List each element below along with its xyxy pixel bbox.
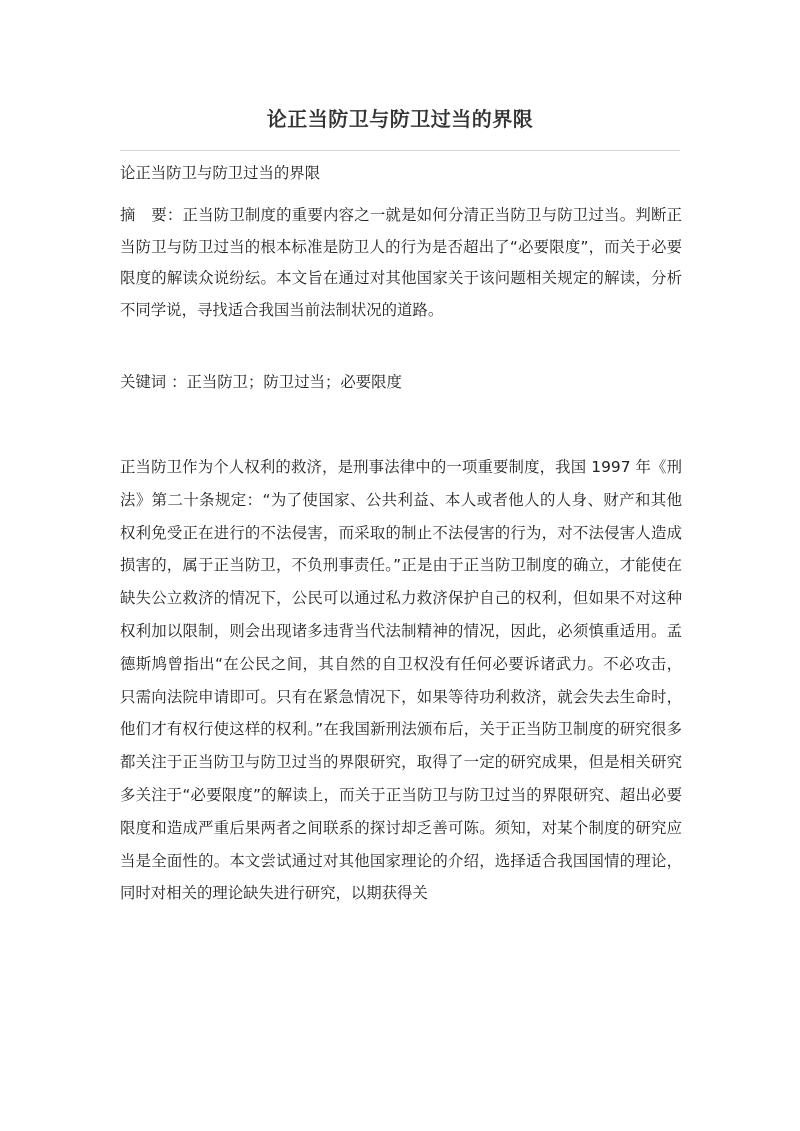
title-divider (120, 150, 680, 151)
abstract-paragraph: 摘 要：正当防卫制度的重要内容之一就是如何分清正当防卫与防卫过当。判断正当防卫与防卫过当的根本标准是防卫人的行为是否超出了“必要限度”，而关于必要限度的解读众说纷纭。本文旨在通过对其他国家关于该问题相关规定的解读，分析不同学说，寻找适合我国当前法制状况的道路。 (120, 206, 682, 319)
document-title: 论正当防卫与防卫过当的界限 (266, 107, 534, 131)
document-subtitle: 论正当防卫与防卫过当的界限 (120, 164, 321, 182)
keywords-line: 关键词 ：正当防卫；防卫过当；必要限度 (120, 373, 402, 391)
body-paragraph: 正当防卫作为个人权利的救济，是刑事法律中的一项重要制度，我国 1997 年《刑法》第二十条规定：“为了使国家、公共利益、本人或者他人的人身、财产和其他权利免受正在进行的不法侵害，而采取的制止不法侵害的行为，对不法侵害人造成损害的，属于正当防卫，不负刑事责任。”正是由于正当防卫制度的确立，才能使在缺失公立救济的情况下，公民可以通过私力救济保护自己的权利，但如果不对这种权利加以限制，则会出现诸多违背当代法制精神的情况，因此，必须慎重适用。孟德斯鸠曾指出“在公民之间，其自然的自卫权没有任何必要诉诸武力。不必攻击，只需向法院申请即可。只有在紧急情况下，如果等待功利救济，就会失去生命时，他们才有权行使这样的权利。”在我国新刑法颁布后，关于正当防卫制度的研究很多都关注于正当防卫与防卫过当的界限研究，取得了一定的研究成果，但是相关研究多关注于“必要限度”的解读上，而关于正当防卫与防卫过当的界限研究、超出必要限度和造成严重后果两者之间联系的探讨却乏善可陈。须知，对某个制度的研究应当是全面性的。本文尝试通过对其他国家理论的介绍，选择适合我国国情的理论，同时对相关的理论缺失进行研究，以期获得关 (120, 458, 682, 903)
